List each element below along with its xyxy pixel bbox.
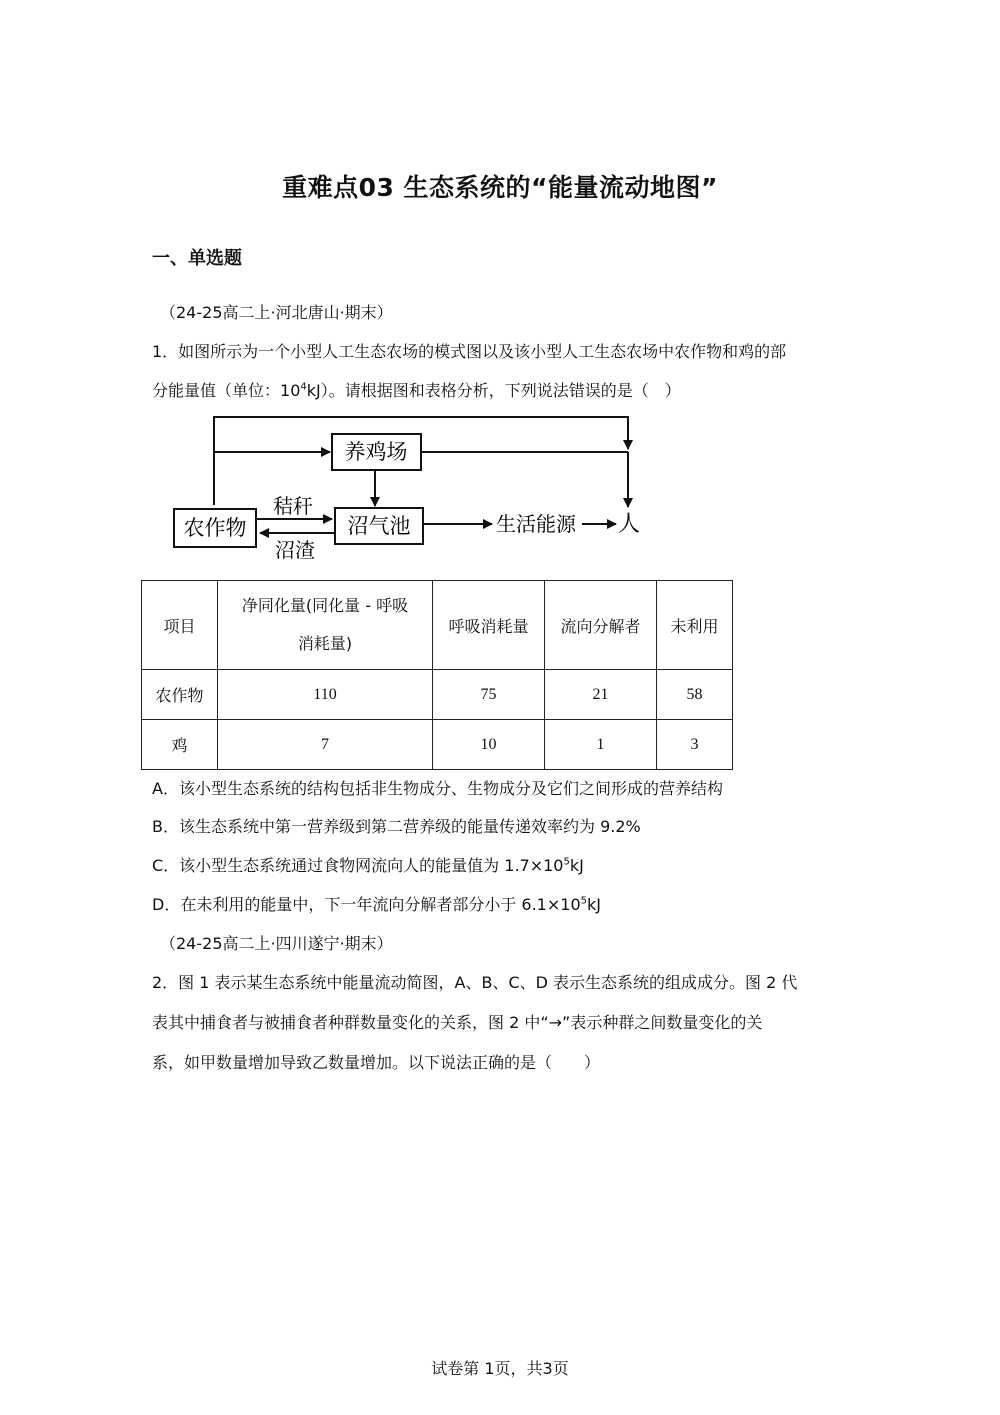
table-cell: 3: [657, 720, 733, 770]
table-cell: 鸡: [142, 720, 218, 770]
energy-table: [141, 580, 733, 770]
q1-stem-line2: [152, 378, 681, 401]
table-row: [142, 670, 733, 720]
table-cell: 10: [433, 720, 545, 770]
chicken-farm-node-label: 养鸡场: [344, 440, 408, 464]
energy-label: 生活能源: [496, 512, 576, 536]
q1-stem-line1: 1．如图所示为一个小型人工生态农场的模式图以及该小型人工生态农场中农作物和鸡的部: [152, 342, 787, 361]
header-net-line1: 净同化量(同化量 - 呼吸: [241, 596, 409, 615]
table-header-cell: 呼吸消耗量: [433, 581, 545, 670]
option-c: [152, 853, 584, 876]
header-net-line2: 消耗量): [297, 634, 353, 653]
table-cell: 21: [545, 670, 657, 720]
option-c-text: C．该小型生态系统通过食物网流向人的能量值为 1.7×10: [152, 856, 564, 875]
option-d-unit: kJ: [587, 895, 601, 914]
option-a: A．该小型生态系统的结构包括非生物成分、生物成分及它们之间形成的营养结构: [152, 779, 723, 798]
table-cell: 农作物: [142, 670, 218, 720]
q1-stem-text: 分能量值（单位：: [152, 381, 281, 400]
q2-line2: 表其中捕食者与被捕食者种群数量变化的关系，图 2 中“→”表示种群之间数量变化的关: [152, 1013, 763, 1032]
straw-label: 秸秆: [273, 494, 313, 518]
crops-node-label: 农作物: [183, 516, 247, 540]
table-header-cell: 未利用: [657, 581, 733, 670]
table-cell: 58: [657, 670, 733, 720]
option-d-text: D．在未利用的能量中，下一年流向分解者部分小于 6.1×10: [152, 895, 581, 914]
q2-line3: 系，如甲数量增加导致乙数量增加。以下说法正确的是（ ）: [152, 1053, 601, 1072]
table-cell: 75: [433, 670, 545, 720]
table-header-cell: [218, 581, 433, 670]
table-cell: 110: [218, 670, 433, 720]
q2-line1: 2．图 1 表示某生态系统中能量流动简图，A、B、C、D 表示生态系统的组成成分。图 2 代: [152, 973, 798, 992]
q2-source: （24-25高二上·四川遂宁·期末）: [160, 934, 393, 953]
residue-label: 沼渣: [275, 538, 315, 562]
eco-farm-diagram: [150, 405, 650, 565]
option-d-exp: 5: [580, 895, 587, 907]
option-b: B．该生态系统中第一营养级到第二营养级的能量传递效率约为 9.2%: [152, 817, 641, 836]
q1-source: （24-25高二上·河北唐山·期末）: [160, 303, 393, 322]
table-header-cell: 流向分解者: [545, 581, 657, 670]
table-row: [142, 720, 733, 770]
option-d: [152, 892, 601, 915]
q1-unit-base: 10: [280, 381, 301, 400]
section-heading: 一、单选题: [152, 248, 242, 269]
people-label: 人: [618, 512, 641, 537]
option-c-exp: 5: [563, 856, 570, 868]
biogas-node-label: 沼气池: [347, 514, 411, 538]
table-header-row: [142, 581, 733, 670]
option-c-unit: kJ: [569, 856, 584, 875]
table-cell: 1: [545, 720, 657, 770]
page-title: 重难点03 生态系统的“能量流动地图”: [282, 173, 718, 202]
page-footer: 试卷第 1页，共3页: [431, 1359, 569, 1378]
table-header-cell: 项目: [142, 581, 218, 670]
table-cell: 7: [218, 720, 433, 770]
q1-unit-tail: kJ）。请根据图和表格分析，下列说法错误的是（ ）: [306, 381, 681, 400]
q1-unit-exp: 4: [300, 381, 307, 393]
